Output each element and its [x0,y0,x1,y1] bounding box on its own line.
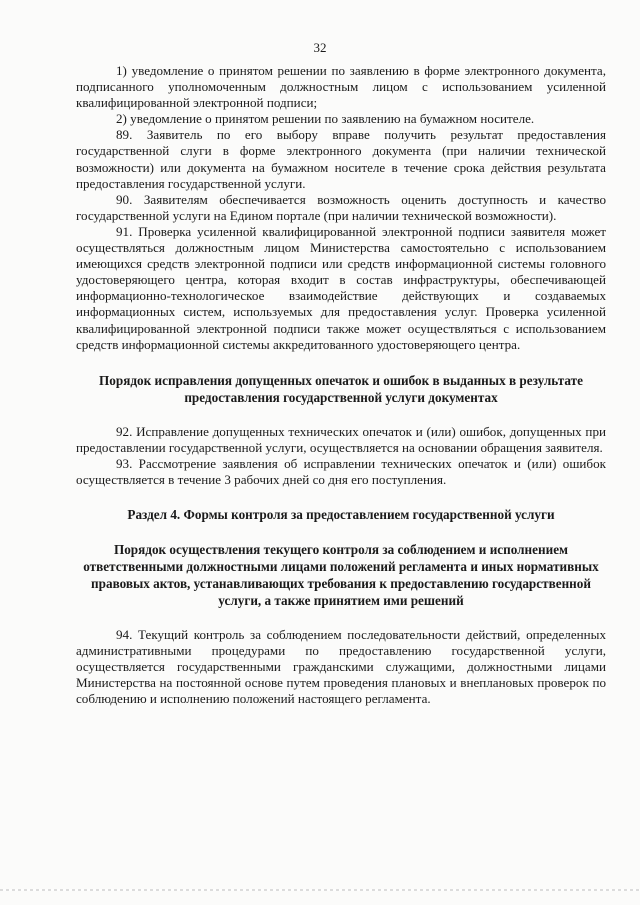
paragraph-89: 89. Заявитель по его выбору вправе получить результат предоставления государственной слуги в форме электронного документа (при наличии технической возможности) или документа на бумажном носителе в течение срока действия результата предоставления государственной услуги. [76,127,606,191]
heading-corrections: Порядок исправления допущенных опечаток и ошибок в выданных в результате предоставления государственной услуги документах [99,372,583,405]
document-body [76,63,606,708]
scan-edge-artifact [0,889,640,891]
page-number: 32 [313,40,327,55]
paragraph-92: 92. Исправление допущенных технических опечаток и (или) ошибок, допущенных при предоставлении государственной услуги, осуществляется на основании обращения заявителя. [76,423,606,455]
paragraph-94: 94. Текущий контроль за соблюдением последовательности действий, определенных административными процедурами по предоставлению государственной услуги, осуществляется государственными гражданскими служащими, должностными лицами Министерства на постоянной основе путем проведения плановых и внеплановых проверок по соблюдению и исполнению положений настоящего регламента. [76,627,606,707]
paragraph-93: 93. Рассмотрение заявления об исправлении технических опечаток и (или) ошибок осуществляется в течение 3 рабочих дней со дня его поступления. [76,455,606,487]
paragraph-2: 2) уведомление о принятом решении по заявлению на бумажном носителе. [116,111,535,127]
paragraph-91: 91. Проверка усиленной квалифицированной электронной подписи заявителя может осуществляться должностным лицом Министерства самостоятельно с использованием имеющихся средств электронной подписи или средств информационной системы головного удостоверяющего центра, которая входит в состав инфраструктуры, обеспечивающей информационно-технологическое взаимодействие действующих и создаваемых информационных систем, используемых для предоставления услуг. Проверка усиленной квалифицированной электронной подписи также может осуществляться с использованием средств информационной системы аккредитованного удостоверяющего центра. [76,223,606,352]
paragraph-90: 90. Заявителям обеспечивается возможность оценить доступность и качество государственной услуги на Едином портале (при наличии технической возможности). [76,191,606,223]
section-title: Раздел 4. Формы контроля за предоставлением государственной услуги [127,507,555,523]
heading-current-control: Порядок осуществления текущего контроля за соблюдением и исполнением ответственными должностными лицами положений регламента и иных нормативных правовых актов, устанавливающих требования к предоставлению государственной услуги, а также принятием ими решений [83,542,599,609]
paragraph-1: 1) уведомление о принятом решении по заявлению в форме электронного документа, подписанного уполномоченным должностным лицом с использованием усиленной квалифицированной электронной подписи; [76,63,606,111]
